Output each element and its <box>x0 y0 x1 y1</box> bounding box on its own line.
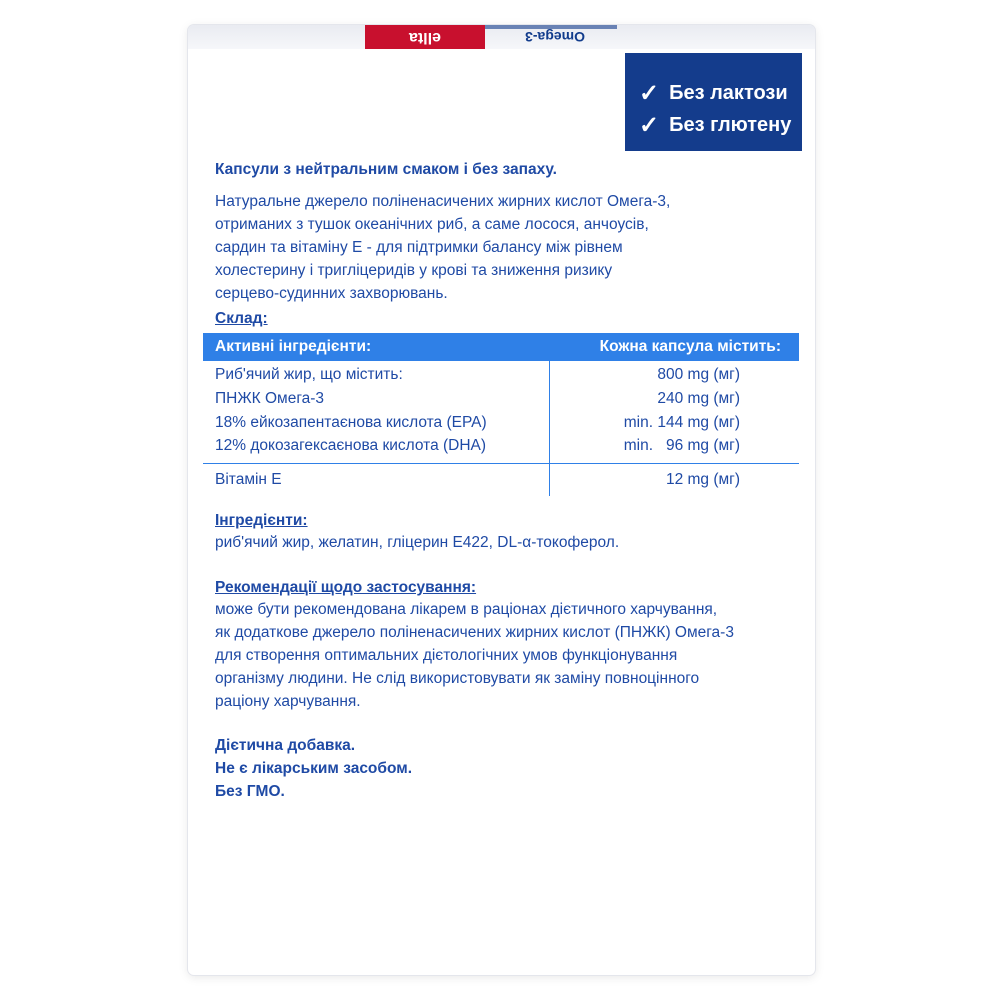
ingredient-amount: 240 mg (мг) <box>657 390 740 407</box>
ingredient-amount: min. 144 mg (мг) <box>623 414 740 431</box>
table-row-divider <box>203 463 799 464</box>
table-row <box>215 437 740 460</box>
recommendation-line: для створення оптимальних дієтологічних умов функціонування <box>215 647 678 664</box>
flap-product-label: Omega-3 <box>525 29 585 45</box>
badge-item-label: Без лактози <box>669 81 788 104</box>
footer-line: Не є лікарським засобом. <box>215 760 413 777</box>
ingredient-name: 12% докозагексаєнова кислота (DHA) <box>215 437 487 454</box>
footer-line: Дієтична добавка. <box>215 737 356 754</box>
ingredient-name: Вітамін Е <box>215 471 282 488</box>
recommendations-heading: Рекомендації щодо застосування: <box>215 579 477 596</box>
ingredient-name: Риб'ячий жир, що містить: <box>215 366 403 383</box>
ingredients-heading: Інгредієнти: <box>215 512 308 529</box>
tagline: Капсули з нейтральним смаком і без запаху. <box>215 161 557 178</box>
composition-table-header <box>203 333 799 361</box>
recommendation-line: організму людини. Не слід використовувати як заміну повноцінного <box>215 670 700 687</box>
ingredient-amount: min. 96 mg (мг) <box>623 437 740 454</box>
composition-heading: Склад: <box>215 310 268 327</box>
description-line: Натуральне джерело поліненасичених жирних кислот Омега-3, <box>215 193 671 210</box>
footer-line: Без ГМО. <box>215 783 285 800</box>
table-row <box>215 390 740 413</box>
table-row <box>215 414 740 437</box>
table-row <box>215 366 740 389</box>
ingredient-amount: 800 mg (мг) <box>657 366 740 383</box>
checkmark-icon: ✓ <box>639 111 660 139</box>
ingredients-text: риб'ячий жир, желатин, гліцерин Е422, DL-α-токоферол. <box>215 534 620 551</box>
table-row-vitamin <box>215 471 740 494</box>
recommendation-line: може бути рекомендована лікарем в раціонах дієтичного харчування, <box>215 601 718 618</box>
recommendation-line: як додаткове джерело поліненасичених жирних кислот (ПНЖК) Омега-3 <box>215 624 734 641</box>
ingredient-name: ПНЖК Омега-3 <box>215 390 325 407</box>
description-line: холестерину і тригліцеридів у крові та зниження ризику <box>215 262 613 279</box>
ingredient-amount: 12 mg (мг) <box>665 471 740 488</box>
top-flap-logo <box>365 25 617 49</box>
ingredient-name: 18% ейкозапентаєнова кислота (EPA) <box>215 414 487 431</box>
col-per-capsule-header: Кожна капсула містить: <box>599 338 781 355</box>
description-line: отриманих з тушок океанічних риб, а саме лосося, анчоусів, <box>215 216 649 233</box>
flap-brand-label: ellta <box>365 25 485 49</box>
col-ingredients-header: Активні інгредієнти: <box>215 338 372 355</box>
recommendation-line: раціону харчування. <box>215 693 361 710</box>
description-line: сардин та вітаміну Е - для підтримки балансу між рівнем <box>215 239 623 256</box>
badge-item-lactose <box>639 77 802 109</box>
description-line: серцево-судинних захворювань. <box>215 285 448 302</box>
badge-item-label: Без глютену <box>669 113 792 136</box>
free-from-badge <box>625 53 802 151</box>
badge-item-gluten <box>639 109 802 141</box>
checkmark-icon: ✓ <box>639 79 660 107</box>
